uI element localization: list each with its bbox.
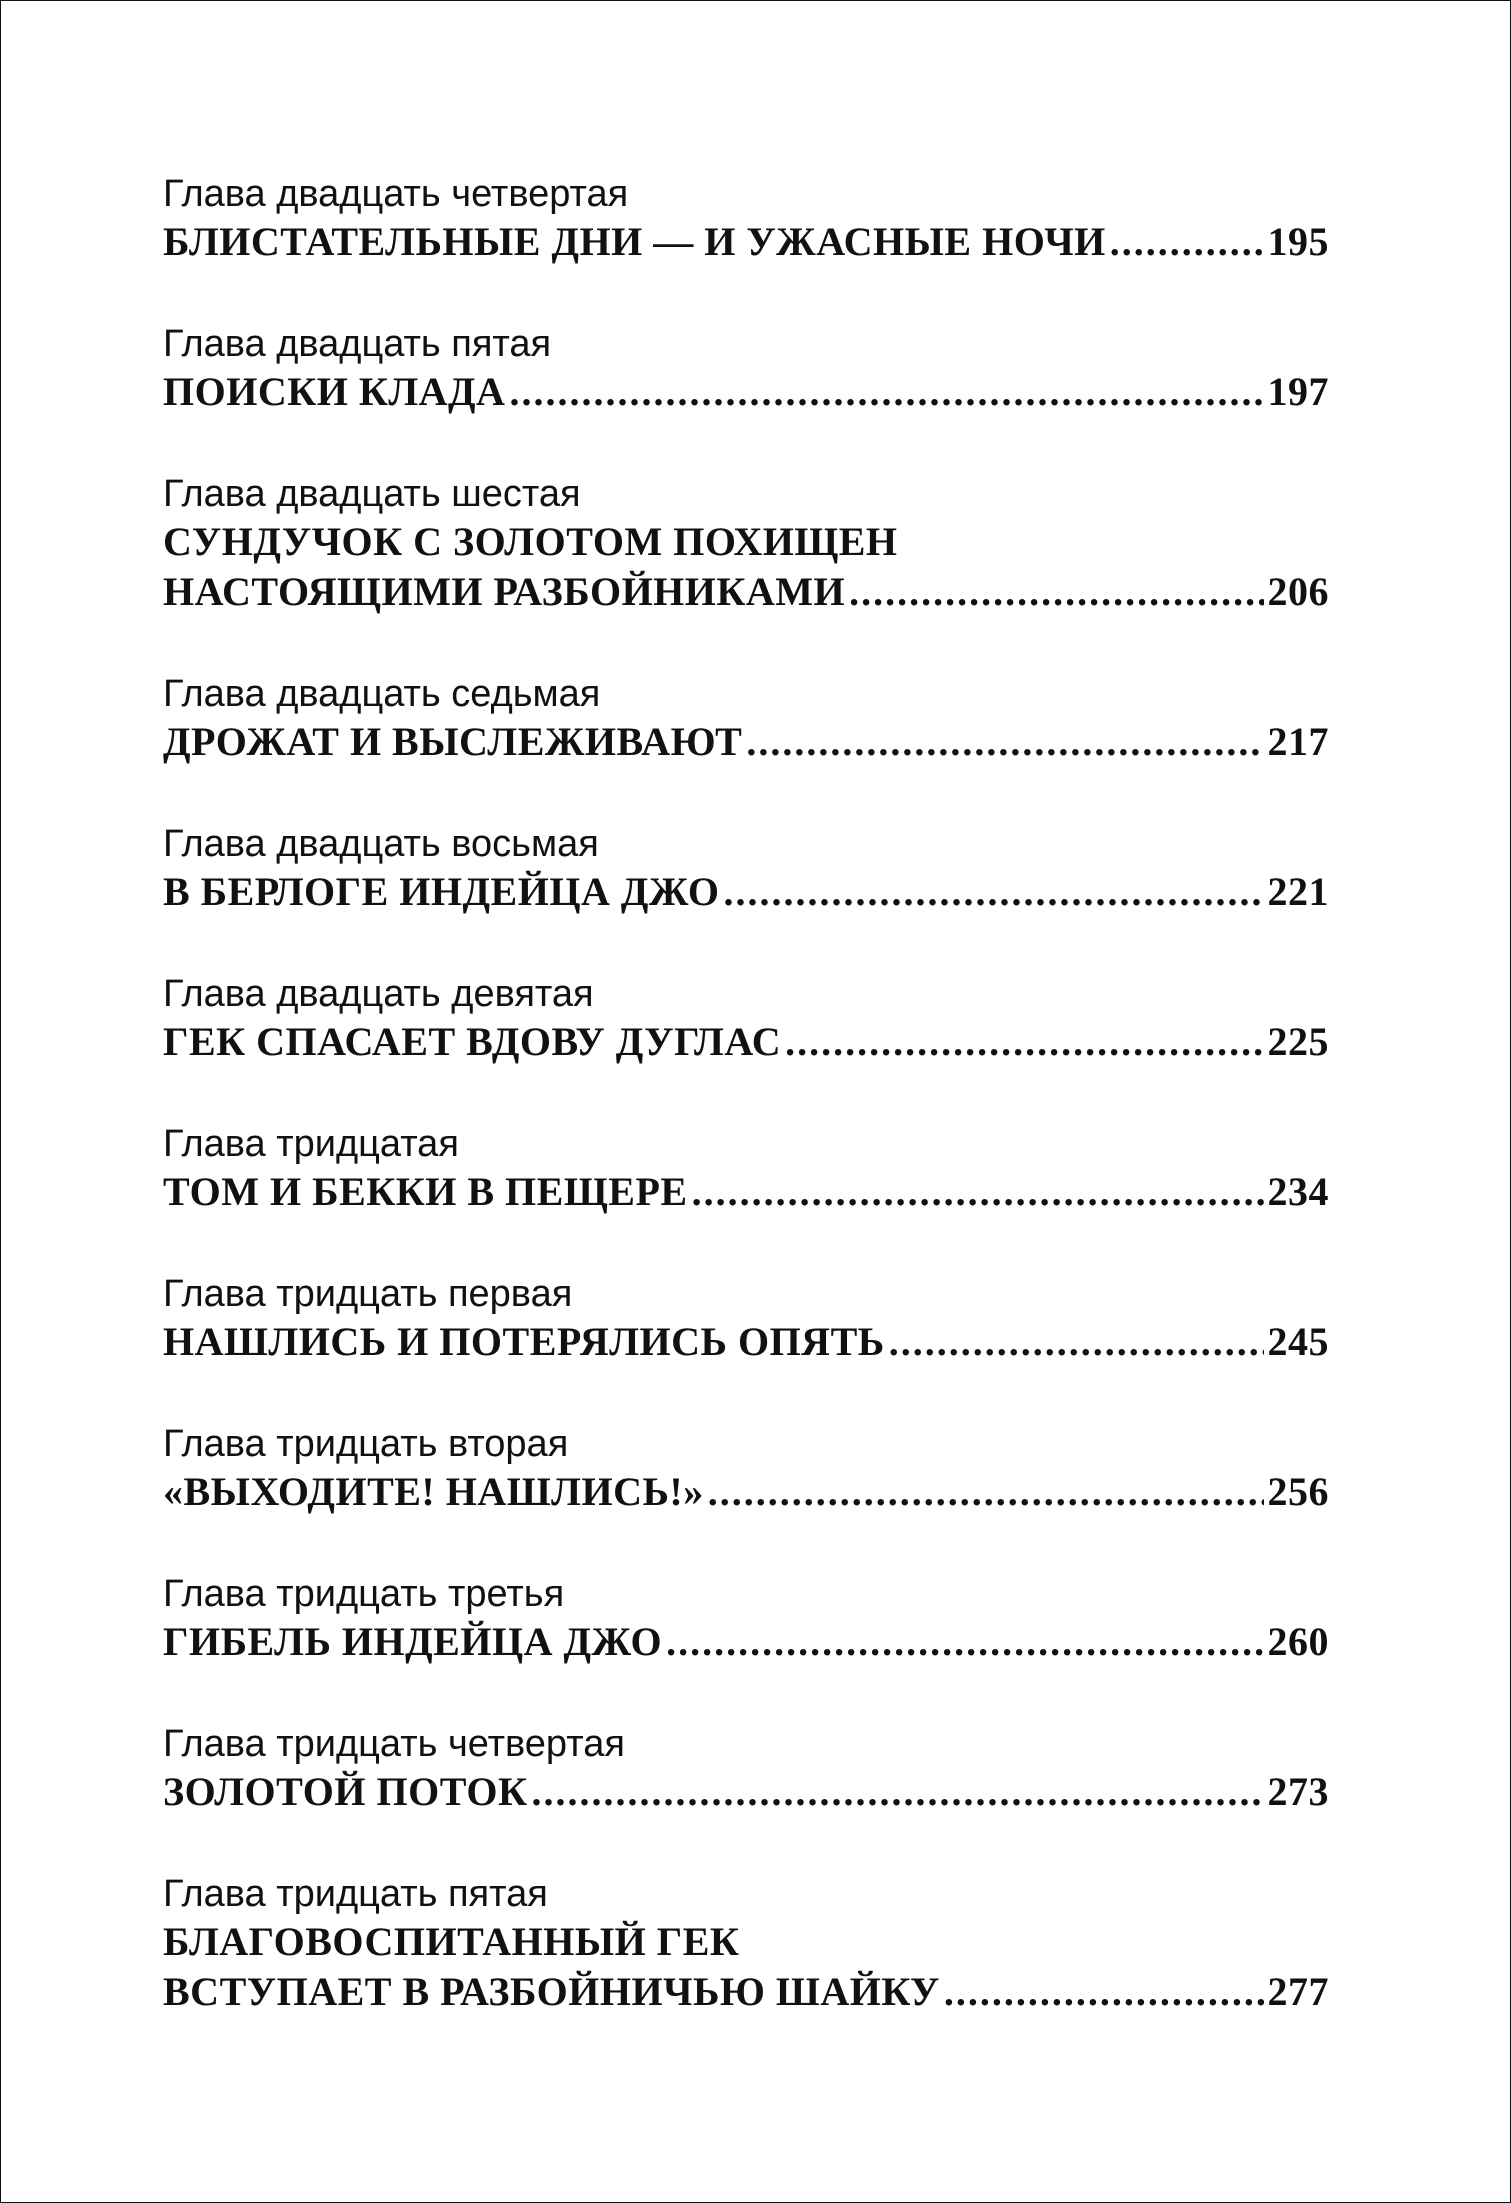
- chapter-label: Глава двадцать пятая: [163, 323, 552, 365]
- toc-entry: [163, 1421, 1329, 1517]
- chapter-label: Глава двадцать девятая: [163, 973, 594, 1015]
- toc-entry: [163, 1271, 1329, 1367]
- chapter-label: Глава тридцать третья: [163, 1573, 565, 1615]
- page-number: 256: [1267, 1469, 1329, 1514]
- chapter-title-line: [163, 367, 1329, 417]
- chapter-title-line: [163, 1317, 1329, 1367]
- chapter-title-line: [163, 1017, 1329, 1067]
- chapter-title-line: [163, 1767, 1329, 1817]
- dot-leader: [889, 1317, 1264, 1367]
- chapter-title-line: [163, 217, 1329, 267]
- page-number: 197: [1267, 369, 1329, 414]
- chapter-title: ВСТУПАЕТ В РАЗБОЙНИЧЬЮ ШАЙКУ: [163, 1969, 940, 2014]
- dot-leader: [708, 1467, 1264, 1517]
- chapter-title: ГИБЕЛЬ ИНДЕЙЦА ДЖО: [163, 1619, 663, 1664]
- dot-leader: [509, 367, 1263, 417]
- dot-leader: [746, 717, 1263, 767]
- page-number: 245: [1267, 1319, 1329, 1364]
- dot-leader: [666, 1617, 1263, 1667]
- toc-entry: [163, 821, 1329, 917]
- chapter-label: Глава тридцать вторая: [163, 1423, 569, 1465]
- toc-entry: [163, 1721, 1329, 1817]
- chapter-title: ТОМ И БЕККИ В ПЕЩЕРЕ: [163, 1169, 688, 1214]
- toc-entry: [163, 471, 1329, 617]
- chapter-title: ЗОЛОТОЙ ПОТОК: [163, 1769, 528, 1814]
- page-number: 234: [1267, 1169, 1329, 1214]
- dot-leader: [692, 1167, 1264, 1217]
- toc-entry: [163, 321, 1329, 417]
- toc-entry: [163, 1871, 1329, 2017]
- page-number: 277: [1267, 1969, 1329, 2014]
- chapter-label: Глава двадцать седьмая: [163, 673, 601, 715]
- dot-leader: [532, 1767, 1264, 1817]
- page-number: 217: [1267, 719, 1329, 764]
- page-number: 195: [1267, 219, 1329, 264]
- page-number: 260: [1267, 1619, 1329, 1664]
- chapter-title: НАШЛИСЬ И ПОТЕРЯЛИСЬ ОПЯТЬ: [163, 1319, 885, 1364]
- toc-entry: [163, 671, 1329, 767]
- chapter-title: В БЕРЛОГЕ ИНДЕЙЦА ДЖО: [163, 869, 720, 914]
- chapter-title-line: СУНДУЧОК С ЗОЛОТОМ ПОХИЩЕН: [163, 519, 898, 564]
- toc-entry: [163, 971, 1329, 1067]
- dot-leader: [849, 567, 1263, 617]
- dot-leader: [944, 1967, 1264, 2017]
- chapter-title-line: [163, 1617, 1329, 1667]
- chapter-label: Глава тридцать четвертая: [163, 1723, 625, 1765]
- chapter-title: ПОИСКИ КЛАДА: [163, 369, 506, 414]
- chapter-title-line: БЛАГОВОСПИТАННЫЙ ГЕК: [163, 1919, 740, 1964]
- chapter-title: НАСТОЯЩИМИ РАЗБОЙНИКАМИ: [163, 569, 846, 614]
- chapter-title: ДРОЖАТ И ВЫСЛЕЖИВАЮТ: [163, 719, 743, 764]
- chapter-title-line: [163, 567, 1329, 617]
- chapter-title-line: [163, 1167, 1329, 1217]
- chapter-title: БЛИСТАТЕЛЬНЫЕ ДНИ — И УЖАСНЫЕ НОЧИ: [163, 219, 1106, 264]
- page-number: 221: [1267, 869, 1329, 914]
- page-number: 206: [1267, 569, 1329, 614]
- dot-leader: [785, 1017, 1263, 1067]
- chapter-label: Глава двадцать шестая: [163, 473, 581, 515]
- chapter-label: Глава тридцать пятая: [163, 1873, 548, 1915]
- toc-entry: [163, 1121, 1329, 1217]
- chapter-label: Глава тридцать первая: [163, 1273, 573, 1315]
- dot-leader: [1110, 217, 1264, 267]
- dot-leader: [724, 867, 1264, 917]
- page-number: 225: [1267, 1019, 1329, 1064]
- chapter-title-line: [163, 1967, 1329, 2017]
- chapter-title: «ВЫХОДИТЕ! НАШЛИСЬ!»: [163, 1469, 704, 1514]
- chapter-title-line: [163, 867, 1329, 917]
- chapter-label: Глава двадцать четвертая: [163, 173, 629, 215]
- chapter-label: Глава двадцать восьмая: [163, 823, 599, 865]
- chapter-title-line: [163, 717, 1329, 767]
- chapter-label: Глава тридцатая: [163, 1123, 459, 1165]
- chapter-title: ГЕК СПАСАЕТ ВДОВУ ДУГЛАС: [163, 1019, 782, 1064]
- chapter-title-line: [163, 1467, 1329, 1517]
- toc-entry: [163, 171, 1329, 267]
- page-number: 273: [1267, 1769, 1329, 1814]
- toc-entry: [163, 1571, 1329, 1667]
